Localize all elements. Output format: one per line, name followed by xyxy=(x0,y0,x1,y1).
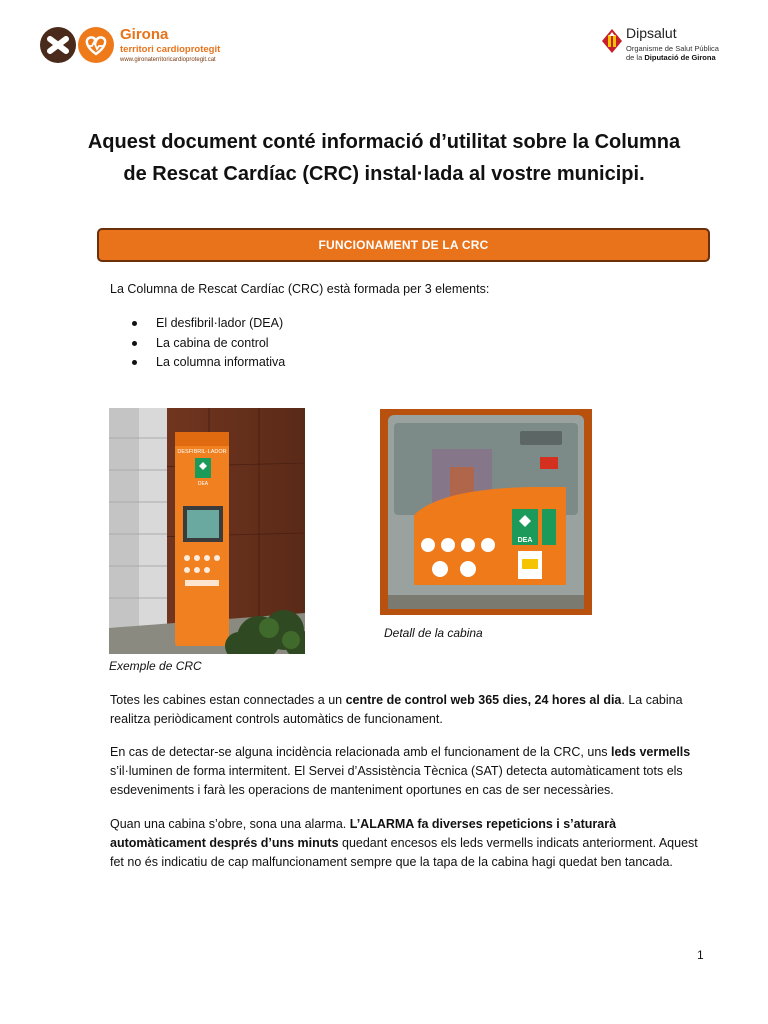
column-sign-text: DESFIBRIL·LADOR xyxy=(177,449,227,455)
section-heading-bar xyxy=(97,228,710,262)
list-item: La columna informativa xyxy=(130,353,285,373)
list-item: El desfibril·lador (DEA) xyxy=(130,314,285,334)
paragraph-control-center: Totes les cabines estan connectades a un centre de control web 365 dies, 24 hores al dia. La cabina realitza periòdicament controls automàtics de funcionament. xyxy=(110,693,683,726)
logo-title: Girona xyxy=(120,26,169,43)
bullet-icon xyxy=(132,321,137,326)
logo-subtitle: territori cardioprotegit xyxy=(120,44,221,55)
cabinet-dea-text: DEA xyxy=(517,537,533,544)
list-item: La cabina de control xyxy=(130,334,285,354)
page-number: 1 xyxy=(697,948,704,962)
column-dea-text: DEA xyxy=(197,481,209,487)
elements-list xyxy=(130,314,285,373)
document-title xyxy=(80,126,688,190)
title-line-2: de Rescat Cardíac (CRC) instal·lada al vostre municipi. xyxy=(123,163,645,185)
bullet-icon xyxy=(132,341,137,346)
dipsalut-name: Dipsalut xyxy=(626,25,677,41)
dipsalut-logo xyxy=(598,22,738,66)
girona-logo xyxy=(36,22,221,72)
dipsalut-emblem-icon xyxy=(601,28,623,54)
left-figure-caption: Exemple de CRC xyxy=(109,659,202,673)
section-heading: FUNCIONAMENT DE LA CRC xyxy=(318,238,489,252)
title-line-1: Aquest document conté informació d’utilitat sobre la Columna xyxy=(87,131,681,153)
logo-shield-icon xyxy=(40,27,76,63)
right-figure-caption: Detall de la cabina xyxy=(384,626,483,640)
logo-heart-icon xyxy=(78,27,114,63)
dipsalut-line2: de la Diputació de Girona xyxy=(626,53,716,62)
paragraph-alarm: Quan una cabina s’obre, sona una alarma. L’ALARMA fa diverses repeticions i s’aturarà automàticament després d’uns minuts quedant encesos els leds vermells indicats anteriorment. Aquest fet no és indicatiu de cap malfuncionament sempre que la tapa de la cabina hagi quedat ben tancada. xyxy=(110,817,698,869)
paragraph-red-leds: En cas de detectar-se alguna incidència relacionada amb el funcionament de la CRC, uns leds vermells s’il·luminen de forma intermitent. El Servei d’Assistència Tècnica (SAT) detecta automàticament tots els esdeveniments i farà les operacions de manteniment oportunes en cas de ser necessàries. xyxy=(110,745,691,797)
dipsalut-line1: Organisme de Salut Pública xyxy=(626,44,719,53)
bullet-icon xyxy=(132,360,137,365)
logo-url: www.gironaterritoricardioprotegit.cat xyxy=(120,57,216,63)
crc-column-photo xyxy=(109,408,305,654)
cabinet-detail-photo xyxy=(380,409,592,615)
intro-text: La Columna de Rescat Cardíac (CRC) està formada per 3 elements: xyxy=(110,282,490,296)
